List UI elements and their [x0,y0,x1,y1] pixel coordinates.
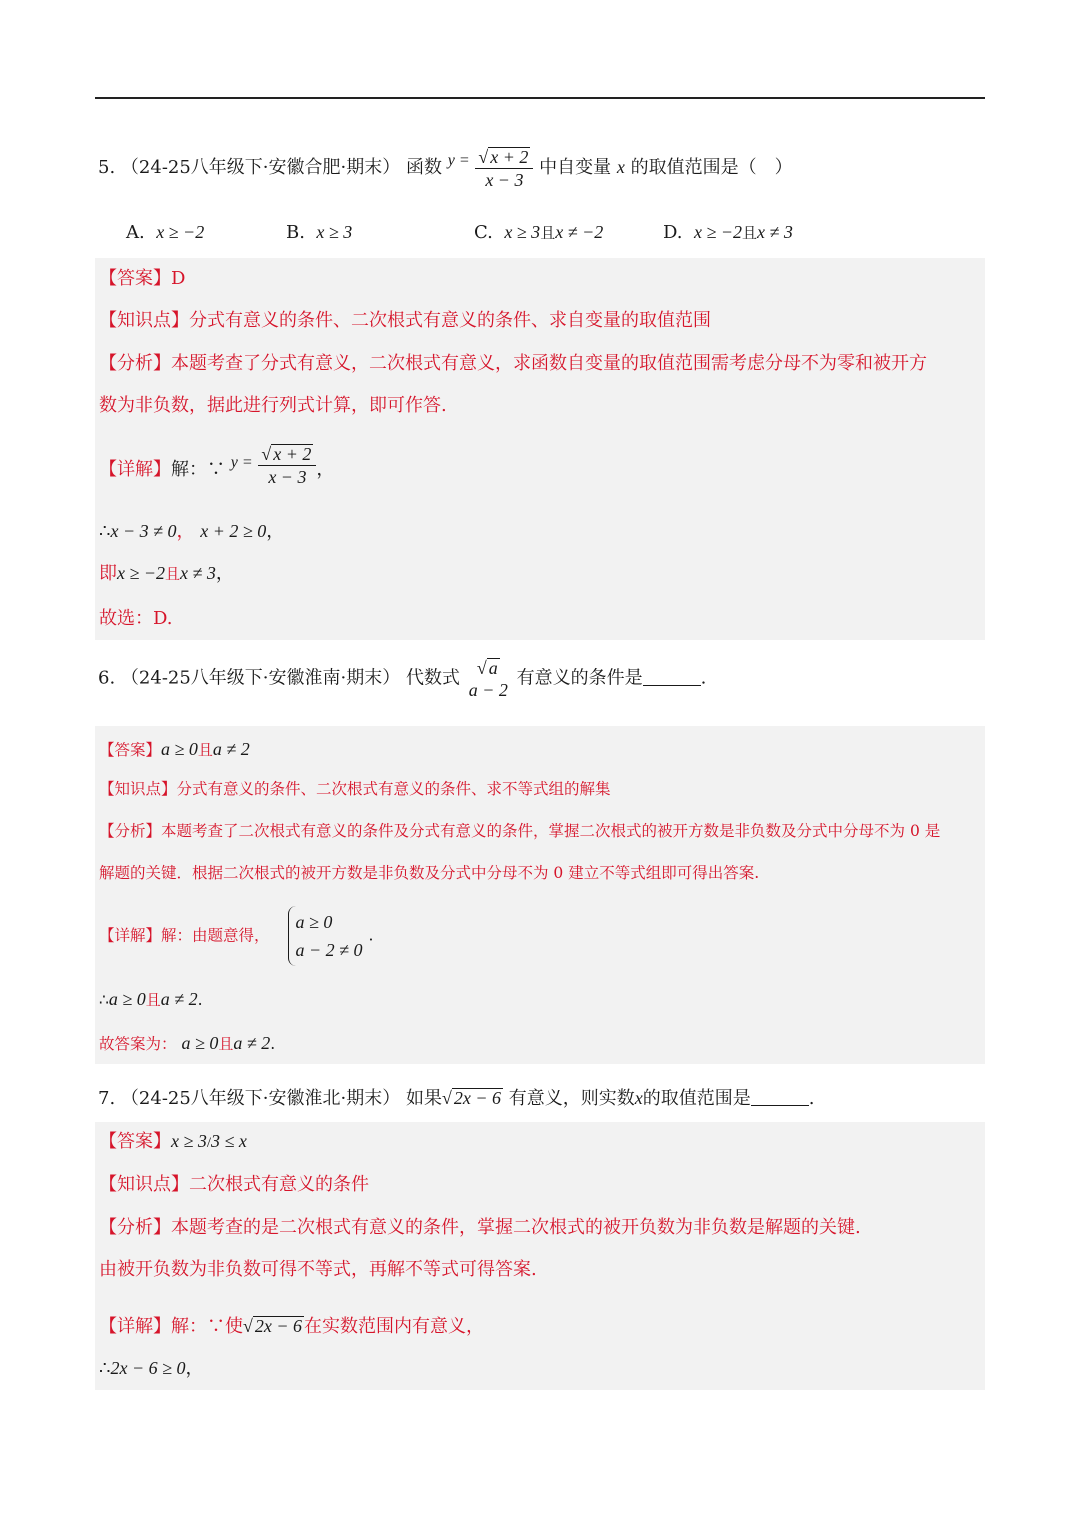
analysis-text: 本题考查了二次根式有意义的条件及分式有意义的条件，掌握二次根式的被开方数是非负数及分式中分母不为 0 是 [161,822,941,840]
question-number: 6. [98,667,116,689]
question-source: （24-25八年级下·安徽淮北·期末） [120,1088,401,1109]
analysis-text: 本题考查的是二次根式有意义的条件，掌握二次根式的被开负数为非负数是解题的关键. [171,1217,861,1238]
question-source: （24-25八年级下·安徽合肥·期末） [120,157,401,178]
knowledge-point: 分式有意义的条件、二次根式有意义的条件、求自变量的取值范围 [189,310,711,331]
question-text: 有意义的条件是 [516,667,643,689]
formula-fraction: $\frac{√ x + 2}{x - 3}$ [258,444,316,486]
question-text: 中自变量 [539,157,612,178]
question-text: 代数式 [406,667,460,689]
question-5: 5. （24-25八年级下·安徽合肥·期末） 函数 y = $\frac{√ x + 2}{x - 3}$ 中自变量 x 的取值范围是（ ） [98,147,793,190]
answer-blank [643,685,701,686]
question-text: 的取值范围是 [642,1088,751,1109]
formula-fraction: √ a a − 2 [468,658,508,700]
formula-fraction: $\frac{√ x + 2}{x - 3}$ [475,147,533,189]
question-text: 有意义，则实数 [508,1088,635,1109]
question-number: 7. [98,1088,116,1109]
answer-blank [751,1105,809,1106]
analysis-text: 本题考查了分式有意义，二次根式有意义，求函数自变量的取值范围需考虑分母不为零和被开方 [171,353,927,374]
question-number: 5. [98,157,116,178]
option-a: A. x ≥ −2 [126,222,205,243]
sqrt-symbol: √ x + 2 [478,147,529,167]
question-text: 函数 [406,157,442,178]
option-b: B. x ≥ 3 [286,222,353,243]
question-text: 的取值范围是（ ） [630,157,793,178]
knowledge-point: 分式有意义的条件、二次根式有意义的条件、求不等式组的解集 [176,780,611,798]
question-text: 如果 [406,1088,442,1109]
sqrt-expression: √ 2x − 6 [442,1088,502,1108]
question-source: （24-25八年级下·安徽淮南·期末） [120,667,401,689]
knowledge-point: 二次根式有意义的条件 [189,1174,369,1195]
analysis-text: 数为非负数，据此进行列式计算，即可作答. [99,395,447,416]
question-7: 7. （24-25八年级下·安徽淮北·期末） 如果√ 2x − 6 有意义，则实数x的取值范围是 . [98,1088,815,1109]
analysis-text: 由被开负数为非负数可得不等式，再解不等式可得答案. [99,1259,537,1280]
option-d: D. x ≥ −2且x ≠ 3 [663,222,793,243]
inequality-system: a ≥ 0 a − 2 ≠ 0 [288,906,368,966]
header-rule [95,97,985,99]
sqrt-expression: √ 2x − 6 [243,1316,303,1336]
final-answer: 故选：D. [99,608,173,629]
answer-block-7: 【答案】x ≥ 3/3 ≤ x 【知识点】二次根式有意义的条件 【分析】本题考查的是二次根式有意义的条件，掌握二次根式的被开负数为非负数是解题的关键. 由被开负数为非负数可得不等式，再解不等式可得答案. 【详解】解：∵使√ 2x − 6 在实数范围内有意义， ∴2x − 6 ≥ 0， [95,1122,985,1390]
answer-block-6: 【答案】a ≥ 0且a ≠ 2 【知识点】分式有意义的条件、二次根式有意义的条件、求不等式组的解集 【分析】本题考查了二次根式有意义的条件及分式有意义的条件，掌握二次根式的被开方数是非负数及分式中分母不为 0 是 解题的关键．根据二次根式的被开方数是非负数及分式中分母不为 0 建立不等式组即可得出答案. 【详解】解：由题意得， a ≥ 0 a − 2 ≠ 0 . ∴a ≥ 0且a ≠ 2. 故答案为： a ≥ 0且a ≠ 2. [95,726,985,1064]
question-6: 6. （24-25八年级下·安徽淮南·期末） 代数式 √ a a − 2 有意义的条件是 . [98,658,707,700]
answer-block-5: 【答案】D 【知识点】分式有意义的条件、二次根式有意义的条件、求自变量的取值范围 【分析】本题考查了分式有意义，二次根式有意义，求函数自变量的取值范围需考虑分母不为零和被开方 数为非负数，据此进行列式计算，即可作答. 【详解】解：∵ y = $\frac{√ x + 2}{x - 3}$ ， ∴x − 3 ≠ 0， x + 2 ≥ 0， 即x ≥ −2且x ≠ 3， 故选：D. [95,258,985,640]
answer-value: D [171,268,186,289]
option-c: C. x ≥ 3且x ≠ −2 [474,222,604,243]
formula-y: y = [447,152,470,169]
analysis-text: 解题的关键．根据二次根式的被开方数是非负数及分式中分母不为 0 建立不等式组即可得出答案. [99,864,760,882]
